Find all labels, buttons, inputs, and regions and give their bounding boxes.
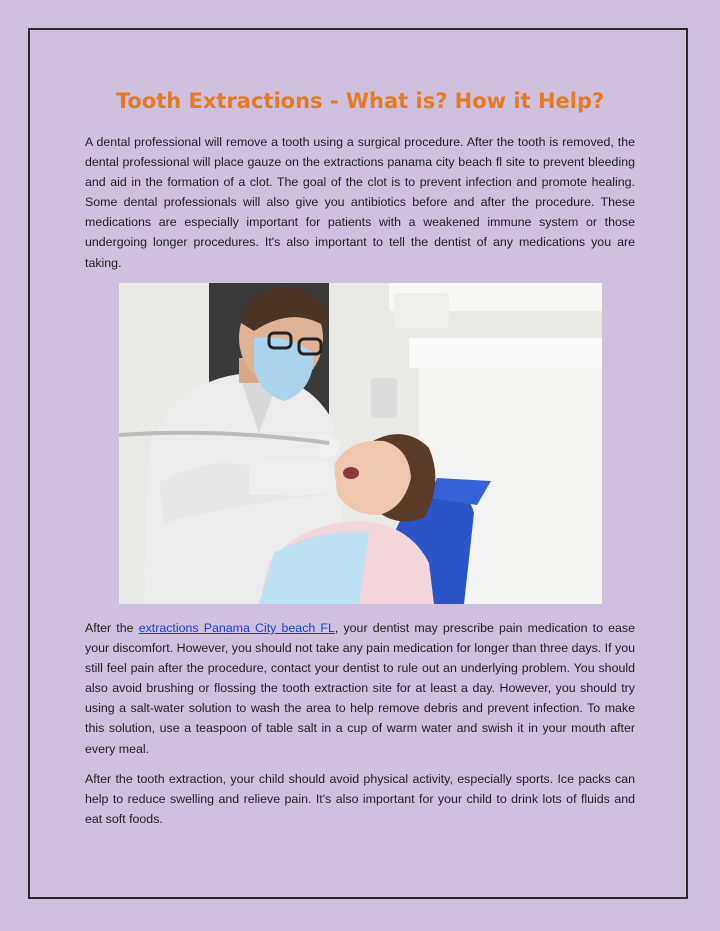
dentist-patient-photo bbox=[119, 283, 602, 604]
extractions-link[interactable]: extractions Panama City beach FL bbox=[138, 621, 335, 635]
aftercare-text-after-link: , your dentist may prescribe pain medication to ease your discomfort. However, you should not take any pain medication for longer than three days. If you still feel pain after the procedure, contact your dentist to rule out an underlying problem. You should also avoid brushing or flossing the tooth extraction site for at least a day. However, you should try using a salt-water solution to wash the area to help remove debris and prevent infection. To make this solution, use a teaspoon of table salt in a cup of warm water and swish it in your mouth after every meal. bbox=[85, 621, 635, 756]
intro-paragraph: A dental professional will remove a tooth using a surgical procedure. After the tooth is removed, the dental professional will place gauze on the extractions panama city beach fl site to prevent bleeding and aid in the formation of a clot. The goal of the clot is to prevent infection and promote healing. Some dental professionals will also give you antibiotics before and after the procedure. These medications are especially important for patients with a weakened immune system or those undergoing longer procedures. It's also important to tell the dentist of any medications you are taking. bbox=[85, 135, 635, 270]
child-care-paragraph: After the tooth extraction, your child should avoid physical activity, especially sports. Ice packs can help to reduce swelling and relieve pain. It's also important for your child to drink lots of fluids and eat soft foods. bbox=[85, 772, 635, 827]
aftercare-paragraph bbox=[85, 618, 635, 759]
page-title: Tooth Extractions - What is? How it Help? bbox=[115, 89, 605, 113]
aftercare-text-before-link: After the bbox=[85, 621, 139, 635]
